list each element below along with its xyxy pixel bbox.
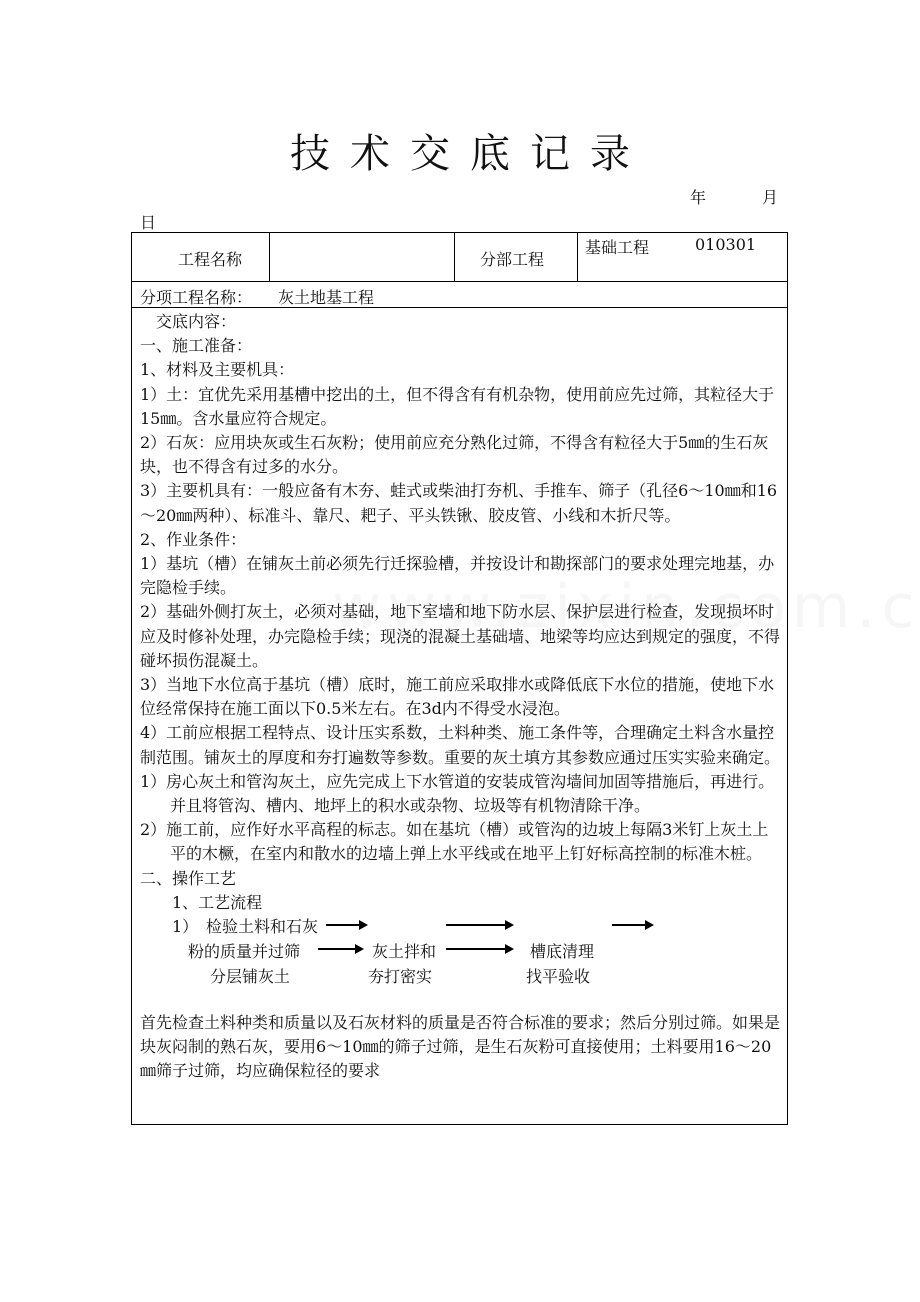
flow-step-2: 灰土拌和 [372,942,437,962]
date-line [690,185,779,208]
divider [577,233,578,281]
title-char: 术 [350,131,390,177]
content-heading: 交底内容： [156,312,237,331]
title-char: 记 [530,131,570,177]
title-char: 底 [470,131,510,177]
title-char: 技 [290,131,330,177]
date-year: 年 [690,188,707,207]
flow-step-1a: 检验土料和石灰 [206,917,319,937]
paragraph: 1）房心灰土和管沟灰土，应先完成上下水管道的安装成管沟墙间加固等措施后，再进行。并且将管沟、槽内、地坪上的积水或杂物、垃圾等有机物清除干净。 [140,771,775,816]
subitem-label: 分项工程名称： [140,288,253,307]
paragraph: 2）施工前，应作好水平高程的标志。如在基坑（槽）或管沟的边坡上每隔3米钉上灰土上平的木橛，在室内和散水的边墙上弹上水平线或在地平上钉好标高控制的标准木桩。 [140,820,769,864]
flow-arrow [318,948,362,950]
divider [132,307,787,308]
paragraph: 3）当地下水位高于基坑（槽）底时，施工前应采取排水或降低底下水位的措施，使地下水位经常保持在施工面以下0.5米左右。在3d内不得受水浸泡。 [140,675,775,719]
flow-step-1b: 粉的质量并过筛 [188,942,301,962]
division-code: 010301 [695,235,757,254]
document-title [0,122,920,179]
paragraph: 1）基坑（槽）在铺灰土前必须先行迁探验槽，并按设计和勘探部门的要求处理完地基，办完隐检手续。 [140,554,775,598]
disclosure-table [131,232,788,1125]
division-label: 分部工程 [480,250,545,269]
subitem-value: 灰土地基工程 [278,288,375,307]
project-name-label: 工程名称 [178,250,243,269]
flow-number: 1） [172,917,199,937]
date-month: 月 [762,188,779,207]
flow-step-5: 夯打密实 [368,967,433,987]
section-heading: 一、施工准备： [140,336,253,356]
flow-step-6: 找平验收 [526,967,591,987]
subsection-heading: 1、材料及主要机具： [140,360,295,380]
flow-arrow [446,948,512,950]
disclosure-content [140,310,783,1084]
division-value: 基础工程 [585,238,650,257]
subsection-heading: 1、工艺流程 [172,892,263,912]
subsection-heading: 2、作业条件： [140,529,247,549]
paragraph: 1）土：宜优先采用基槽中挖出的土，但不得含有有机杂物，使用前应先过筛，其粒径大于15㎜。含水量应符合规定。 [140,384,775,428]
paragraph: 2）石灰：应用块灰或生石灰粉；使用前应充分熟化过筛，不得含有粒径大于5㎜的生石灰块，也不得含有过多的水分。 [140,433,769,477]
section-heading: 二、操作工艺 [140,868,237,888]
title-char: 交 [410,131,450,177]
paragraph: 首先检查土料种类和质量以及石灰材料的质量是否符合标准的要求；然后分别过筛。如果是块灰闷制的熟石灰，要用6～10㎜的筛子过筛，是生石灰粉可直接使用；土料要用16～20㎜筛子过筛，均应确保粒径的要求 [140,1013,781,1081]
flow-arrow [326,924,366,926]
date-day: 日 [140,213,157,232]
divider [269,233,270,281]
flow-arrow [446,924,512,926]
title-char: 录 [590,131,630,177]
flow-step-4: 分层铺灰土 [210,967,291,987]
flow-arrow [612,924,652,926]
paragraph: 4）工前应根据工程特点、设计压实系数，土料种类、施工条件等，合理确定土料含水量控制范围。铺灰土的厚度和夯打遍数等参数。重要的灰土填方其参数应通过压实实验来确定。 [140,723,781,767]
flow-step-3: 槽底清理 [530,942,595,962]
paragraph: 3）主要机具有：一般应备有木夯、蛙式或柴油打夯机、手推车、筛子（孔径6～10㎜和16～20㎜两种）、标准斗、靠尺、耙子、平头铁锹、胶皮管、小线和木折尺等。 [140,481,778,525]
process-flow [140,915,783,1011]
paragraph: 2）基础外侧打灰土，必须对基础，地下室墙和地下防水层、保护层进行检查，发现损坏时应及时修补处理，办完隐检手续；现浇的混凝土基础墙、地梁等均应达到规定的强度，不得碰坏损伤混凝土。 [140,602,781,670]
divider [454,233,455,281]
divider [132,281,787,282]
